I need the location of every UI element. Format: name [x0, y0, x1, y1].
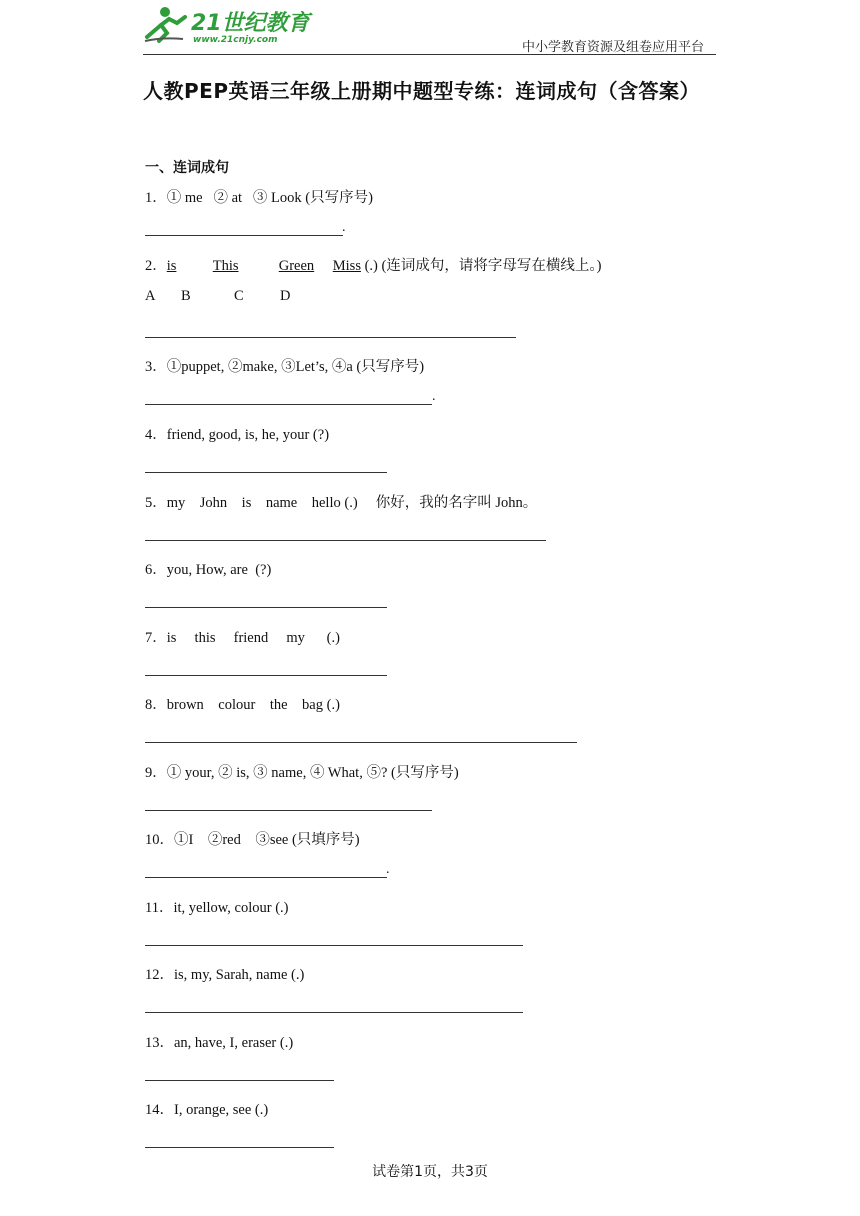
answer-line-7[interactable]	[145, 675, 387, 676]
page-footer: 试卷第1页，共3页	[372, 1164, 488, 1180]
answer-period-1: .	[342, 220, 346, 235]
question-2	[145, 254, 601, 275]
q2-letter-a: A	[145, 288, 156, 304]
section-heading: 一、连词成句	[145, 160, 229, 176]
question-2-letters	[145, 288, 290, 305]
answer-line-8[interactable]	[145, 742, 577, 743]
answer-period-3: .	[432, 389, 436, 404]
question-10: 10．①I ②red ③see (只填序号)	[145, 832, 360, 848]
header-divider	[143, 54, 716, 55]
answer-line-11[interactable]	[145, 945, 523, 946]
q2-word-c: Green	[278, 258, 315, 274]
q2-word-d: Miss	[332, 258, 361, 274]
answer-line-3[interactable]	[145, 404, 432, 405]
answer-line-6[interactable]	[145, 607, 387, 608]
answer-line-5[interactable]	[145, 540, 546, 541]
question-6: 6．you, How, are (?)	[145, 562, 272, 578]
answer-line-13[interactable]	[145, 1080, 334, 1081]
answer-line-4[interactable]	[145, 472, 387, 473]
question-4: 4．friend, good, is, he, your (?)	[145, 427, 330, 443]
question-2-instruction: (.) (连词成句，请将字母写在横线上。)	[360, 258, 602, 274]
answer-line-1[interactable]	[145, 235, 343, 236]
q2-word-a: is	[166, 258, 177, 274]
answer-line-14[interactable]	[145, 1147, 334, 1148]
page-title: 人教PEP英语三年级上册期中题型专练：连词成句（含答案）	[143, 79, 700, 103]
question-13: 13．an, have, I, eraser (.)	[145, 1035, 294, 1051]
question-14: 14．I, orange, see (.)	[145, 1102, 269, 1118]
q2-letter-b: B	[181, 288, 191, 304]
logo-url: www.21cnjy.com	[193, 35, 278, 45]
answer-line-9[interactable]	[145, 810, 432, 811]
answer-line-12[interactable]	[145, 1012, 523, 1013]
question-8: 8．brown colour the bag (.)	[145, 697, 340, 713]
question-5: 5．my John is name hello (.) 你好，我的名字叫 John。	[145, 495, 538, 511]
header-platform-text: 中小学教育资源及组卷应用平台	[521, 40, 704, 55]
question-7: 7．is this friend my (.)	[145, 630, 340, 646]
q2-letter-c: C	[234, 288, 244, 304]
answer-period-10: .	[386, 862, 390, 877]
question-2-number: 2．	[145, 258, 167, 274]
question-9: 9．① your, ② is, ③ name, ④ What, ⑤? (只写序号)	[145, 765, 459, 781]
logo	[143, 3, 313, 47]
q2-letter-d: D	[280, 288, 291, 304]
logo-text: 21世纪教育	[191, 11, 310, 36]
answer-line-10[interactable]	[145, 877, 387, 878]
question-1: 1．① me ② at ③ Look (只写序号)	[145, 190, 373, 206]
answer-line-2[interactable]	[145, 337, 516, 338]
q2-word-b: This	[212, 258, 239, 274]
question-3: 3．①puppet, ②make, ③Let’s, ④a (只写序号)	[145, 359, 425, 375]
question-11: 11．it, yellow, colour (.)	[145, 900, 289, 916]
question-12: 12．is, my, Sarah, name (.)	[145, 967, 305, 983]
